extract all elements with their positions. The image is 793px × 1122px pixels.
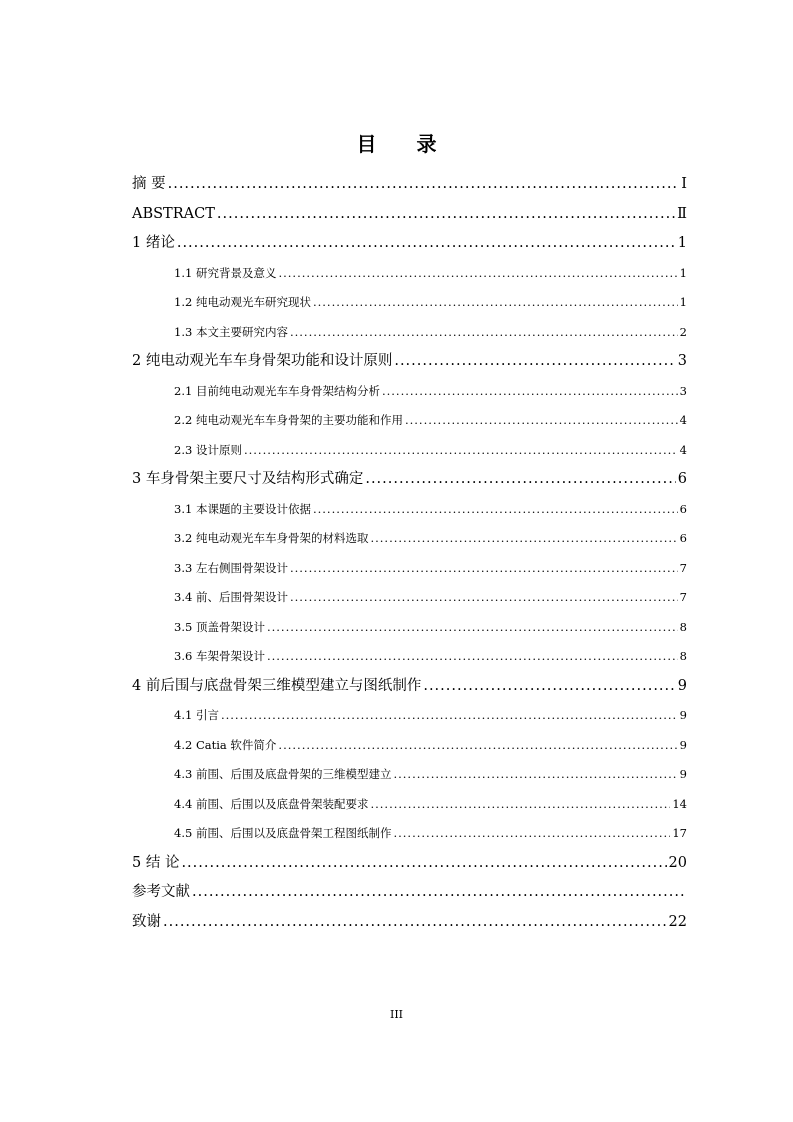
toc-page-number: Ⅰ [681, 176, 687, 192]
dot-leader [177, 229, 676, 259]
toc-page-number: 7 [679, 560, 687, 575]
toc-label: 2.3 设计原则 [174, 442, 242, 457]
toc-entry-chapter-4[interactable] [132, 672, 687, 702]
toc-page-number: 1 [677, 235, 687, 251]
toc-page-number: 20 [668, 854, 687, 871]
toc-label: 3.4 前、后围骨架设计 [174, 590, 288, 604]
toc-entry-references[interactable] [132, 878, 687, 908]
toc-page-number: 8 [679, 619, 687, 634]
toc-page-number: 1 [679, 295, 687, 309]
dot-leader [278, 731, 677, 761]
dot-leader [370, 524, 677, 554]
dot-leader [221, 701, 678, 731]
toc-entry-section-2-3[interactable] [132, 436, 687, 466]
toc-label: 2.1 目前纯电动观光车车身骨架结构分析 [174, 383, 380, 398]
toc-label: 4.1 引言 [174, 708, 219, 722]
toc-page-number: 9 [679, 737, 687, 752]
page-number: III [389, 1008, 404, 1021]
toc-page-number: 7 [679, 590, 687, 604]
dot-leader [290, 583, 678, 613]
dot-leader [394, 347, 675, 377]
dot-leader [290, 554, 678, 584]
toc-page-number: 3 [679, 383, 687, 398]
title-char-1: 目 [356, 132, 377, 156]
toc-page-number: 6 [679, 501, 687, 516]
toc-page-number: Ⅱ [677, 205, 687, 222]
dot-leader [278, 259, 677, 289]
dot-leader [365, 465, 675, 495]
toc-label: 4 前后围与底盘骨架三维模型建立与图纸制作 [132, 677, 422, 694]
toc-entry-section-4-3[interactable] [132, 760, 687, 790]
toc-entry-chapter-5[interactable] [132, 849, 687, 879]
toc-entry-chapter-3[interactable] [132, 465, 687, 495]
toc-label: 3.3 左右侧围骨架设计 [174, 560, 288, 575]
dot-leader [313, 288, 678, 318]
title-char-2: 录 [416, 132, 437, 156]
toc-entry-section-2-2[interactable] [132, 406, 687, 436]
toc-entry-section-3-4[interactable] [132, 583, 687, 613]
toc-label: 参考文献 [132, 884, 190, 900]
toc-entry-section-1-1[interactable] [132, 259, 687, 289]
toc-page-number: 14 [672, 796, 687, 811]
toc-label: 3.6 车架骨架设计 [174, 649, 265, 663]
dot-leader [168, 170, 680, 200]
dot-leader [192, 878, 685, 908]
toc-label: 1.1 研究背景及意义 [174, 265, 277, 280]
toc-entry-section-3-2[interactable] [132, 524, 687, 554]
toc-label: ABSTRACT [132, 205, 215, 222]
dot-leader [267, 642, 678, 672]
page-title [0, 128, 793, 157]
toc-page-number: 9 [677, 677, 687, 694]
toc-label: 4.4 前围、后围以及底盘骨架装配要求 [174, 796, 369, 811]
toc-label: 3.1 本课题的主要设计依据 [174, 501, 311, 516]
toc-entry-section-3-6[interactable] [132, 642, 687, 672]
toc-label: 1.2 纯电动观光车研究现状 [174, 295, 311, 309]
toc-page-number: 17 [672, 826, 687, 840]
dot-leader [423, 672, 675, 702]
dot-leader [382, 377, 678, 407]
toc-label: 4.2 Catia 软件简介 [174, 737, 277, 752]
toc-label: 3.5 顶盖骨架设计 [174, 619, 265, 634]
toc-label: 致谢 [132, 913, 161, 930]
toc-label: 1 绪论 [132, 235, 175, 251]
toc-label: 4.3 前围、后围及底盘骨架的三维模型建立 [174, 767, 392, 781]
toc-page-number: 9 [679, 708, 687, 722]
toc-entry-section-4-1[interactable] [132, 701, 687, 731]
toc-entry-section-2-1[interactable] [132, 377, 687, 407]
toc-entry-chapter-1[interactable] [132, 229, 687, 259]
toc-label: 5 结 论 [132, 854, 180, 871]
dot-leader [370, 790, 670, 820]
toc-page-number: 4 [679, 413, 687, 427]
toc-entry-section-1-2[interactable] [132, 288, 687, 318]
toc-entry-chapter-2[interactable] [132, 347, 687, 377]
toc-label: 2.2 纯电动观光车车身骨架的主要功能和作用 [174, 413, 403, 427]
toc-page-number: 3 [677, 353, 687, 369]
toc-entry-section-3-3[interactable] [132, 554, 687, 584]
toc-entry-section-3-1[interactable] [132, 495, 687, 525]
dot-leader [313, 495, 678, 525]
toc-entry-acknowledgements[interactable] [132, 908, 687, 938]
toc-label: 2 纯电动观光车车身骨架功能和设计原则 [132, 353, 393, 369]
dot-leader [217, 200, 675, 230]
toc-page-number: 8 [679, 649, 687, 663]
toc-entry-abstract-en[interactable] [132, 200, 687, 230]
toc-label: 3.2 纯电动观光车车身骨架的材料选取 [174, 531, 369, 545]
dot-leader [181, 849, 666, 879]
table-of-contents [132, 170, 687, 937]
dot-leader [393, 760, 677, 790]
toc-label: 3 车身骨架主要尺寸及结构形式确定 [132, 471, 364, 487]
toc-entry-section-3-5[interactable] [132, 613, 687, 643]
dot-leader [290, 318, 678, 348]
dot-leader [267, 613, 678, 643]
toc-page-number: 9 [679, 767, 687, 781]
toc-entry-section-4-4[interactable] [132, 790, 687, 820]
dot-leader [393, 819, 670, 849]
toc-page-number: 2 [679, 324, 687, 339]
toc-page-number: 1 [679, 265, 687, 280]
toc-page-number: 6 [679, 531, 687, 545]
toc-page-number: 4 [679, 442, 687, 457]
toc-label: 4.5 前围、后围以及底盘骨架工程图纸制作 [174, 826, 392, 840]
toc-entry-section-4-5[interactable] [132, 819, 687, 849]
toc-label: 1.3 本文主要研究内容 [174, 324, 288, 339]
toc-page-number: 22 [668, 913, 687, 930]
toc-entry-section-4-2[interactable] [132, 731, 687, 761]
toc-entry-abstract-cn[interactable] [132, 170, 687, 200]
toc-page-number: 6 [677, 471, 687, 487]
toc-entry-section-1-3[interactable] [132, 318, 687, 348]
dot-leader [163, 908, 667, 938]
dot-leader [244, 436, 678, 466]
toc-label: 摘 要 [132, 176, 166, 192]
dot-leader [405, 406, 678, 436]
